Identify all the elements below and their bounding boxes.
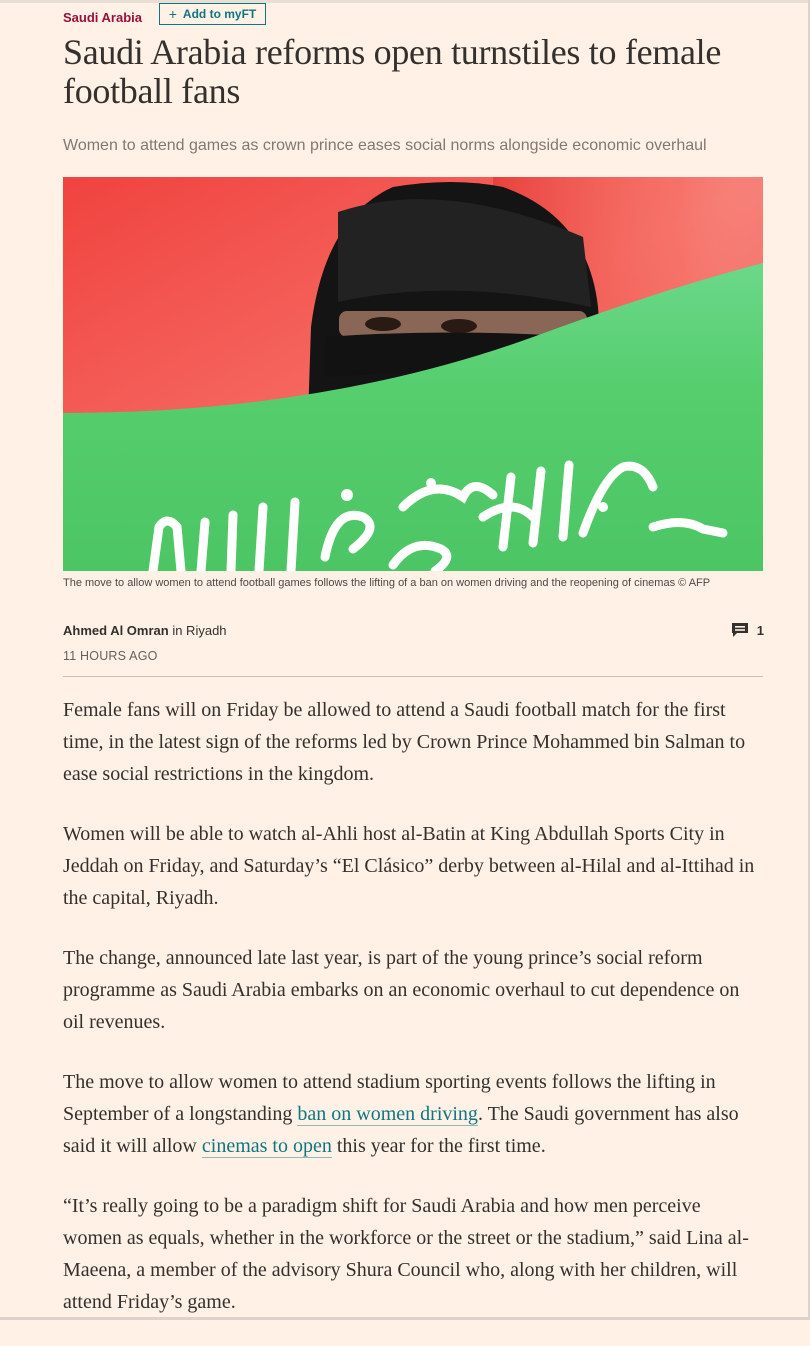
article-body (63, 694, 763, 1346)
hero-image (63, 177, 763, 571)
body-paragraph-4 (63, 1066, 763, 1162)
byline-location: in Riyadh (172, 623, 227, 638)
image-caption: The move to allow women to attend football games follows the lifting of a ban on women driving and the reopening of cinemas © AFP (63, 577, 711, 589)
speech-bubble-icon (731, 622, 749, 638)
publish-timestamp: 11 HOURS AGO (63, 649, 158, 663)
body-paragraph-2: Women will be able to watch al-Ahli host al-Batin at King Abdullah Sports City in Jeddah on Friday, and Saturday’s “El Clásico” derby between al-Hilal and al-Ittihad in the capital, Riyadh. (63, 823, 755, 909)
ban-on-women-driving-link[interactable]: ban on women driving (297, 1103, 478, 1125)
paragraph-text: . The Saudi government has also said it will allow (63, 1103, 739, 1157)
comments-link[interactable] (731, 622, 764, 638)
author-link[interactable]: Ahmed Al Omran (63, 623, 169, 638)
article-meta-row (63, 4, 142, 30)
body-paragraph-5: “It’s really going to be a paradigm shift for Saudi Arabia and how men perceive women as equals, whether in the workforce or the street or the stadium,” said Lina al-Maeena, a member of the advisory Shura Council who, along with her children, will attend Friday’s game. (63, 1195, 749, 1313)
byline-divider (63, 676, 763, 677)
cinemas-to-open-link[interactable]: cinemas to open (201, 1135, 332, 1157)
add-to-myft-label: Add to myFT (182, 7, 257, 21)
body-paragraph-3: The change, announced late last year, is part of the young prince’s social reform programme as Saudi Arabia embarks on an economic overhaul to cut dependence on oil revenues. (63, 947, 740, 1033)
hero-photo (63, 177, 763, 571)
comment-count: 1 (756, 622, 764, 638)
paragraph-text: this year for the first time. (331, 1135, 546, 1157)
headline: Saudi Arabia reforms open turnstiles to female football fans (63, 32, 722, 111)
standfirst: Women to attend games as crown prince eases social norms alongside economic overhaul (63, 137, 707, 154)
page-top-border (0, 0, 810, 3)
plus-icon: + (168, 6, 177, 22)
paragraph-text: The move to allow women to attend stadium sporting events follows the lifting in September of a longstanding (63, 1071, 716, 1125)
byline (63, 623, 227, 638)
topic-link[interactable]: Saudi Arabia (63, 9, 142, 25)
body-paragraph-1: Female fans will on Friday be allowed to attend a Saudi football match for the first time, in the latest sign of the reforms led by Crown Prince Mohammed bin Salman to ease social restrictions in the kingdom. (63, 699, 746, 785)
add-to-myft-button[interactable] (159, 3, 266, 25)
